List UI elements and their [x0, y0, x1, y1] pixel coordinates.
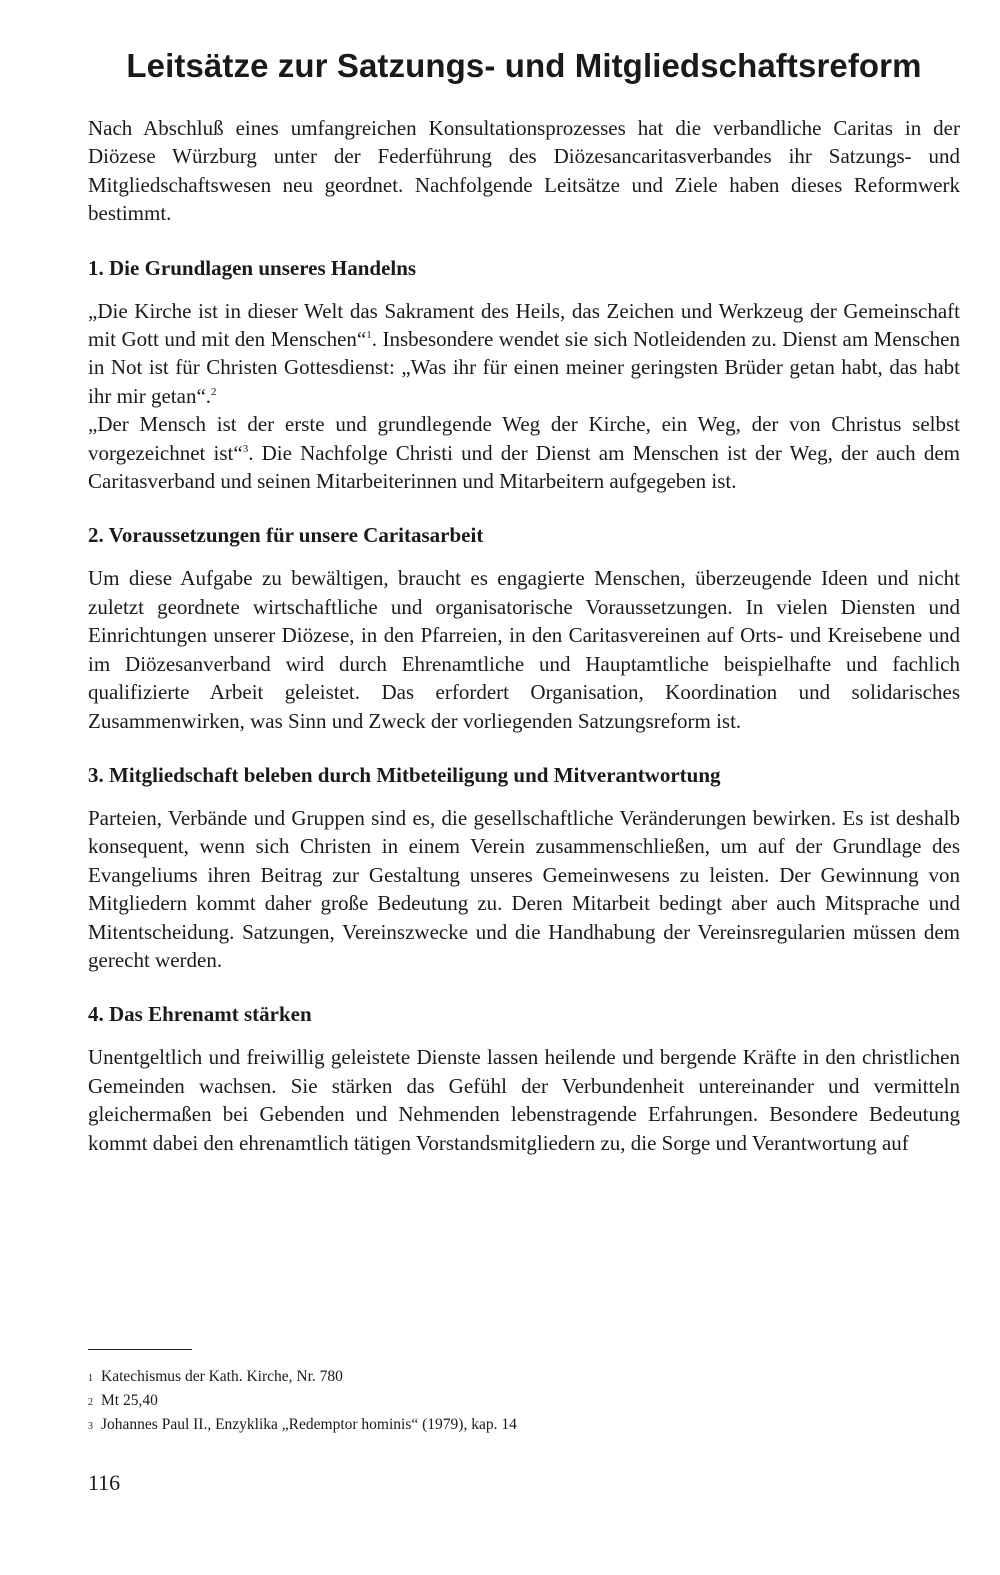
section-1-paragraph-1: [88, 297, 960, 411]
page-number: 116: [88, 1470, 121, 1495]
section-1-heading: 1. Die Grundlagen unseres Handelns: [88, 255, 417, 280]
section-3: [88, 761, 960, 974]
section-4: [88, 1000, 960, 1157]
section-3-heading: 3. Mitgliedschaft beleben durch Mitbeteiligung und Mitverantwortung: [88, 762, 721, 787]
footnote-number: 2: [88, 1397, 93, 1408]
intro-paragraph: Nach Abschluß eines umfangreichen Konsultationsprozesses hat die verbandliche Caritas in der Diözese Würzburg unter der Federführung des Diözesancaritasverbandes ihr Satzungs- und Mitgliedschaftswesen neu geordnet. Nachfolgende Leitsätze und Ziele haben dieses Reformwerk bestimmt.: [88, 116, 960, 226]
section-2-paragraph: Um diese Aufgabe zu bewältigen, braucht es engagierte Menschen, überzeugende Ideen und nicht zuletzt geordnete wirtschaftliche und organisatorische Voraussetzungen. In vielen Diensten und Einrichtungen unserer Diözese, in den Pfarreien, in den Caritasvereinen auf Orts- und Kreisebene und im Diözesanverband wird durch Ehrenamtliche und Hauptamtliche beispielhafte und fachlich qualifizierte Arbeit geleistet. Das erfordert Organisation, Koordination und solidarisches Zusammenwirken, was Sinn und Zweck der vorliegenden Satzungsreform ist.: [88, 566, 960, 733]
footnote-text: Katechismus der Kath. Kirche, Nr. 780: [101, 1368, 343, 1385]
page-title: Leitsätze zur Satzungs- und Mitgliedschaftsreform: [126, 47, 922, 84]
footnote-1: [88, 1366, 960, 1390]
section-2: [88, 521, 960, 734]
footnote-number: 1: [88, 1373, 93, 1384]
footnote-ref-3[interactable]: 3: [242, 442, 249, 455]
footnote-ref-1[interactable]: 1: [366, 329, 372, 342]
footnote-ref-2[interactable]: 2: [211, 385, 217, 398]
section-1-text-b: . Insbesondere wendet sie sich Notleidenden zu. Dienst am Menschen in Not ist für Christen Gottesdienst: „Was ihr für einen meiner geringsten Brüder getan habt, das habt ihr mir getan“.: [88, 327, 960, 408]
section-1-paragraph-2: [88, 410, 960, 495]
section-4-paragraph: Unentgeltlich und freiwillig geleistete Dienste lassen heilende und bergende Kräfte in den christlichen Gemeinden wachsen. Sie stärken das Gefühl der Verbundenheit untereinander und vermitteln gleichermaßen bei Gebenden und Nehmenden lebenstragende Erfahrungen. Besondere Bedeutung kommt dabei den ehrenamtlich tätigen Vorstandsmitgliedern zu, die Sorge und Verantwortung auf: [88, 1045, 960, 1155]
section-2-heading: 2. Voraussetzungen für unsere Caritasarbeit: [88, 523, 484, 548]
document-page: [88, 40, 960, 1183]
section-1: [88, 254, 960, 496]
footnote-text: Johannes Paul II., Enzyklika „Redemptor hominis“ (1979), kap. 14: [101, 1416, 517, 1433]
footnote-number: 3: [88, 1421, 93, 1432]
footnote-3: [88, 1414, 960, 1438]
section-1-text-a: „Die Kirche ist in dieser Welt das Sakrament des Heils, das Zeichen und Werkzeug der Gemeinschaft mit Gott und mit den Menschen“: [88, 298, 960, 352]
footnotes: [88, 1366, 960, 1438]
footnote-2: [88, 1390, 960, 1414]
footnote-divider: [88, 1349, 192, 1350]
footnote-text: Mt 25,40: [101, 1392, 158, 1409]
section-1-text-d: . Die Nachfolge Christi und der Dienst am Menschen ist der Weg, der auch dem Caritasverband und seinen Mitarbeiterinnen und Mitarbeitern aufgegeben ist.: [88, 440, 960, 494]
section-1-text-c: „Der Mensch ist der erste und grundlegende Weg der Kirche, ein Weg, der von Christus selbst vorgezeichnet ist“: [88, 412, 960, 465]
section-3-paragraph: Parteien, Verbände und Gruppen sind es, die gesellschaftliche Veränderungen bewirken. Es ist deshalb konsequent, wenn sich Christen in einem Verein zusammenschließen, um auf der Grundlage des Evangeliums ihren Beitrag zur Gestaltung unseres Gemeinwesens zu leisten. Der Gewinnung von Mitgliedern kommt daher große Bedeutung zu. Deren Mitarbeit bedingt aber auch Mitsprache und Mitentscheidung. Satzungen, Vereinszwecke und die Handhabung der Vereinsregularien müssen dem gerecht werden.: [88, 805, 960, 972]
section-4-heading: 4. Das Ehrenamt stärken: [88, 1002, 312, 1027]
